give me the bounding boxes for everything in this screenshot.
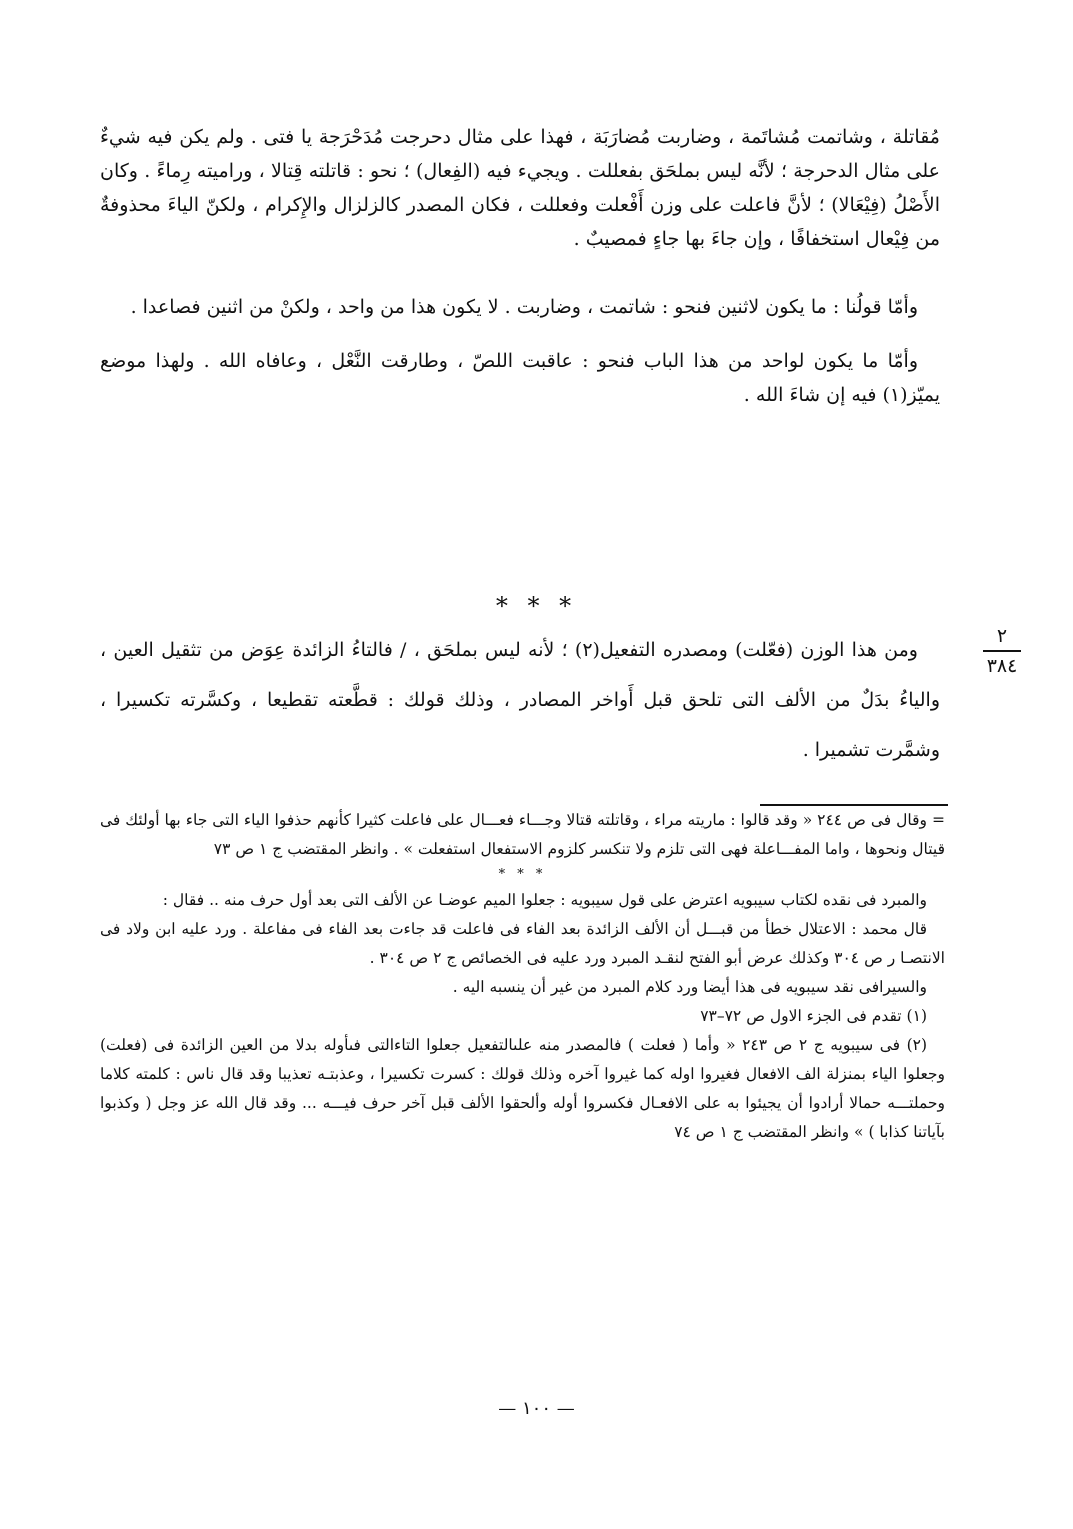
marginal-page-number: ٣٨٤: [986, 655, 1018, 677]
page-number: — ١٠٠ —: [498, 1398, 575, 1419]
footnotes-section: [100, 806, 945, 1147]
main-text-lower: [100, 625, 940, 775]
section-divider-stars: * * *: [495, 592, 578, 620]
footnote-stars: * * *: [498, 867, 547, 882]
paragraph-2: وأمّا قولُنا : ما يكون لاثنين فنحو : شاتمت ، وضاربت . لا يكون هذا من واحد ، ولكنْ من اثنين فصاعدا .: [130, 296, 918, 318]
paragraph-3: وأمّا ما يكون لواحد من هذا الباب فنحو : عاقبت اللصّ ، وطارقت النَّعْل ، وعافاه الله . ولهذا موضع يميّز(١) فيه إن شاءَ الله .: [100, 350, 940, 406]
paragraph-4: ومن هذا الوزن (فعّلت) ومصدره التفعيل(٢) ؛ لأنه ليس بملحَق ، / فالتاءُ الزائدة عِوَض من تثقيل العين ، والياءُ بدَلٌ من الألف التى تلحق قبل أَواخر المصادر ، وذلك قولك : قطَّعته تقطيعا ، وكسَّرته تكسيرا ، وشمَّرت تشميرا .: [100, 639, 940, 761]
footnote-muhammad: قال محمد : الاعتلال خطأ من قبـــل أن الألف الزائدة بعد الفاء فى فاعلت قد جاءت بعد الفاء فى مفاعلة . ورد عليه ابن ولاد فى الانتصـا ر ص ٣٠٤ وكذلك عرض أبو الفتح لنقـد المبرد ورد عليه فى الخصائص ج ٢ ص ٣٠٤ .: [100, 920, 945, 967]
footnote-1: (١) تقدم فى الجزء الاول ص ٧٢–٧٣: [700, 1007, 927, 1025]
marginal-page-reference: [972, 622, 1032, 680]
footnote-2: (٢) فى سيبويه ج ٢ ص ٢٤٣ « وأما ( فعلت ) فالمصدر منه علىالتفعيل جعلوا التاءالتى فىأوله بدلا من العين الزائدة فى (فعلت) وجعلوا الياء بمنزلة الف الافعال فغيروا اوله كما غيروا آخره وذلك قولك : كسرت تكسيرا ، وعذبتـه تعذيبا وقد قال ناس : كلمته كلاما وحملتـــه حمالا أرادوا أن يجيئوا به على الافعـال فكسروا أوله وألحقوا الألف قبل آخر حرف فيـــه ... وقد قال الله عز وجل ( وكذبوا بآياتنا كذابا ) » وانظر المقتضب ج ١ ص ٧٤: [100, 1036, 945, 1141]
marginal-volume-number: ٢: [983, 622, 1021, 652]
footnote-sirafi: والسيرافى نقد سيبويه فى هذا أيضا ورد كلام المبرد من غير أن ينسبه اليه .: [452, 978, 927, 996]
footnote-mubarrad: والمبرد فى نقده لكتاب سيبويه اعترض على قول سيبويه : جعلوا الميم عوضـا عن الألف التى بعد أول حرف منه .. فقال :: [162, 891, 927, 909]
main-text-upper: [100, 120, 940, 412]
footnote-continuation: = وقال فى ص ٢٤٤ « وقد قالوا : ماريته مراء ، وقاتلته قتالا وجـــاء فعـــال على فاعلت كثيرا كأنهم حذفوا الياء التى جاء بها أولئك فى قيتال ونحوها ، واما المفـــاعلة فهى التى تلزم ولا تنكسر كلزوم الاستفعال استفعلت » . وانظر المقتضب ج ١ ص ٧٣: [100, 811, 945, 858]
paragraph-1: مُقاتلة ، وشاتمت مُشاتَمة ، وضاربت مُضارَبَة ، فهذا على مثال دحرجت مُدَحْرَجة يا فتى . ولم يكن فيه شيءٌ على مثال الدحرجة ؛ لأنَّه ليس بملحَق بفعللت . ويجيء فيه (الفِعال) ؛ نحو : قاتلته قِتالا ، وراميته رِماءً . وكان الأَصْلُ (فِيْعَالا) ؛ لأنَّ فاعلت على وزن أَفْعلت وفعللت ، فكان المصدر كالزلزال والإِكرام ، ولكنّ الياءَ محذوفةٌ من فِيْعال استخفافًا ، وإن جاءَ بها جاءٍ فمصيبٌ .: [100, 126, 940, 250]
